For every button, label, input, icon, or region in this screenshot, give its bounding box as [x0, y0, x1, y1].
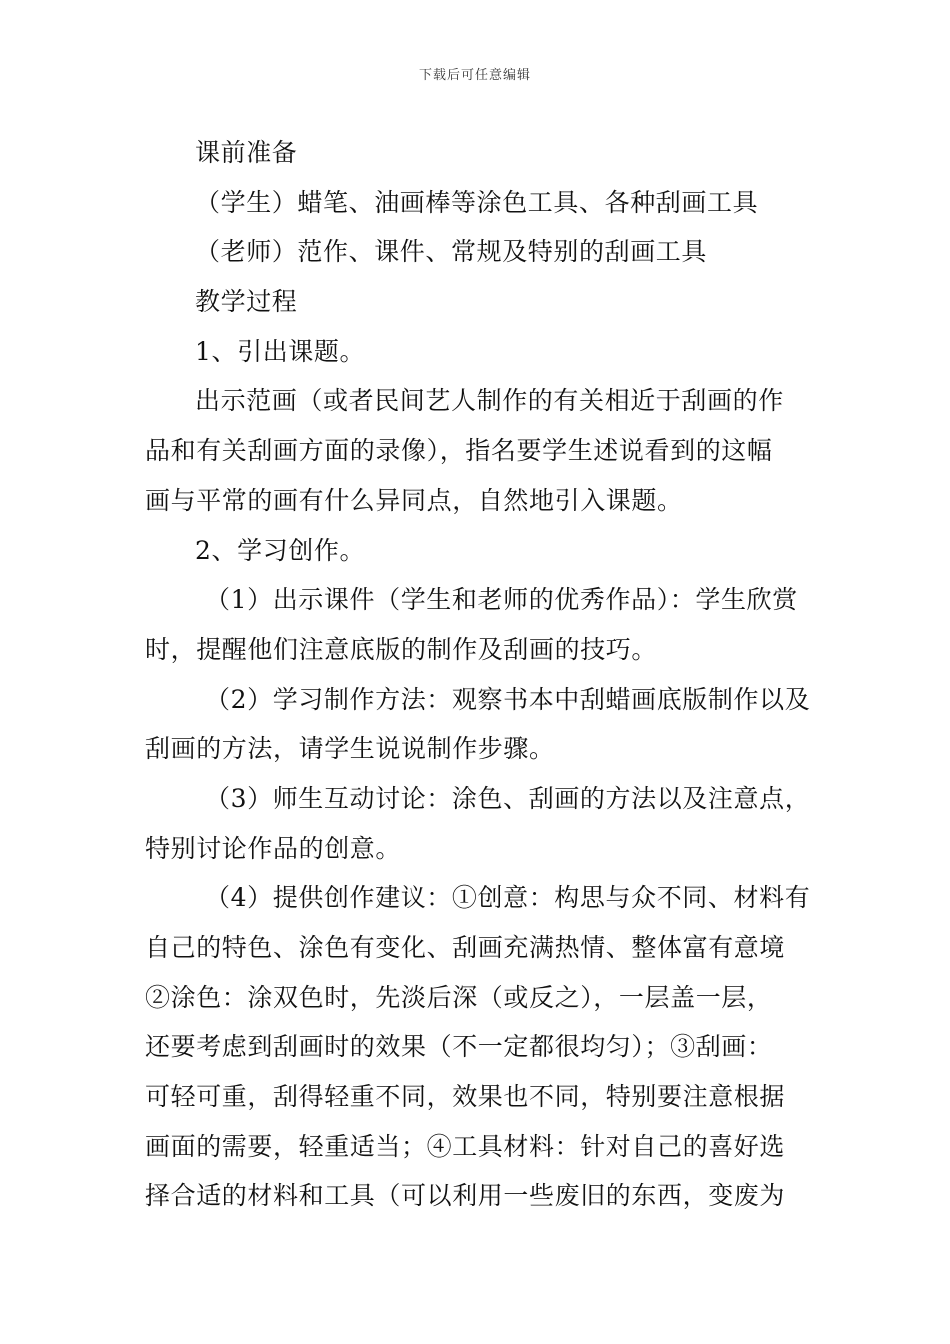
paragraph-line: 画面的需要，轻重适当；④工具材料：针对自己的喜好选 [145, 1131, 786, 1161]
paragraph-line: （4）提供创作建议：①创意：构思与众不同、材料有 [205, 883, 811, 913]
paragraph-line: 自己的特色、涂色有变化、刮画充满热情、整体富有意境 [145, 933, 786, 962]
paragraph-line: 画与平常的画有什么异同点，自然地引入课题。 [145, 485, 683, 515]
paragraph-line: 刮画的方法，请学生说说制作步骤。 [145, 734, 555, 764]
paragraph-line: 择合适的材料和工具（可以利用一些废旧的东西，变废为 [145, 1181, 786, 1211]
paragraph-line: 时，提醒他们注意底版的制作及刮画的技巧。 [145, 634, 658, 664]
paragraph-line: 特别讨论作品的创意。 [145, 833, 402, 863]
paragraph-line: 可轻可重，刮得轻重不同，效果也不同，特别要注意根据 [145, 1082, 786, 1112]
paragraph-line: ②涂色：涂双色时，先淡后深（或反之），一层盖一层， [145, 982, 773, 1012]
paragraph-line: （老师）范作、课件、常规及特别的刮画工具 [195, 237, 708, 267]
page-header: 下载后可任意编辑 [418, 68, 531, 83]
step-heading-1: 1、引出课题。 [195, 336, 366, 366]
paragraph-line: 品和有关刮画方面的录像），指名要学生述说看到的这幅 [145, 436, 773, 466]
paragraph-line: （1）出示课件（学生和老师的优秀作品）：学生欣赏 [205, 585, 798, 615]
paragraph-line: （3）师生互动讨论：涂色、刮画的方法以及注意点， [205, 783, 811, 813]
section-heading-preparation: 课前准备 [195, 138, 298, 167]
step-heading-2: 2、学习创作。 [195, 535, 366, 565]
paragraph-line: 还要考虑到刮画时的效果（不一定都很均匀）；③刮画： [145, 1032, 773, 1062]
paragraph-line: （学生）蜡笔、油画棒等涂色工具、各种刮画工具 [195, 187, 759, 217]
document-body [145, 128, 813, 1221]
paragraph-line: 出示范画（或者民间艺人制作的有关相近于刮画的作 [195, 386, 784, 416]
paragraph-line: （2）学习制作方法：观察书本中刮蜡画底版制作以及 [205, 684, 811, 714]
section-heading-process: 教学过程 [195, 287, 298, 317]
